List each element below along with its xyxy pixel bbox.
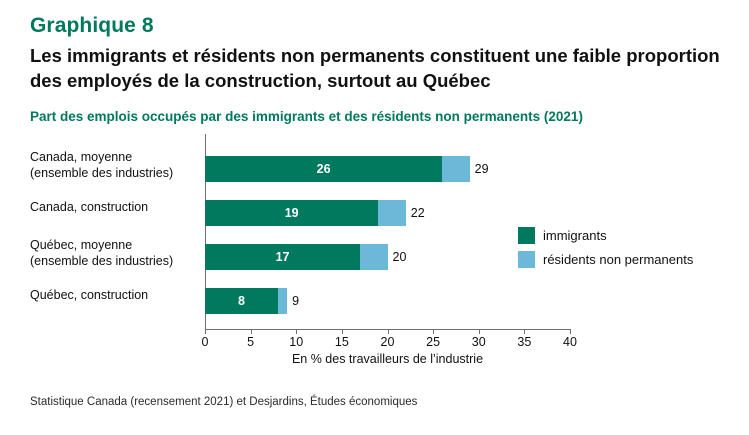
category-label-line: (ensemble des industries) — [30, 165, 174, 180]
x-axis-tick-label: 0 — [201, 335, 209, 350]
category-axis-labels — [30, 134, 202, 330]
category-label-line: Canada, moyenne — [30, 150, 133, 165]
x-axis-tick — [570, 329, 571, 334]
category-label-line: (ensemble des industries) — [30, 253, 174, 268]
x-axis-tick-label: 25 — [426, 335, 441, 350]
bar-total-value: 9 — [292, 294, 300, 309]
category-label-line: Québec, moyenne — [30, 238, 133, 253]
legend-item — [518, 251, 693, 268]
bar-total-value: 22 — [410, 206, 425, 221]
x-axis-tick-label: 10 — [289, 335, 304, 350]
legend-item — [518, 227, 693, 244]
bar-segment-residents-non-permanents — [442, 156, 469, 182]
legend-swatch — [518, 251, 535, 268]
bar-total-value: 20 — [392, 250, 407, 265]
figure-number: Graphique 8 — [30, 14, 154, 37]
x-axis-tick-label: 30 — [471, 335, 486, 350]
category-label — [30, 238, 202, 269]
x-axis-tick — [433, 329, 434, 334]
category-label-line: Canada, construction — [30, 200, 149, 215]
category-label — [30, 150, 202, 181]
x-axis-tick — [205, 329, 206, 334]
bar-total-value: 29 — [474, 162, 489, 177]
plot-wrapper — [30, 134, 730, 367]
bar-row — [205, 200, 570, 226]
stacked-bar-chart — [30, 134, 730, 367]
category-label — [30, 200, 202, 216]
category-label — [30, 288, 202, 304]
figure-title: Les immigrants et résidents non permanents constituent une faible proportion des employés de la construction, surtout au Québec — [30, 45, 720, 91]
source-note: Statistique Canada (recensement 2021) et Desjardins, Études économiques — [30, 396, 418, 408]
category-label-line: Québec, construction — [30, 288, 149, 303]
legend-swatch — [518, 227, 535, 244]
bar-segment-residents-non-permanents — [360, 244, 387, 270]
figure-subtitle: Part des emplois occupés par des immigrants et des résidents non permanents (2021) — [30, 109, 583, 125]
bar-row — [205, 156, 570, 182]
x-axis-tick-label: 5 — [247, 335, 255, 350]
x-axis-tick-label: 15 — [334, 335, 349, 350]
bar-segment-value: 8 — [238, 294, 245, 309]
x-axis-tick-label: 35 — [517, 335, 532, 350]
x-axis-tick — [342, 329, 343, 334]
bar-segment-value: 17 — [275, 250, 290, 265]
chart-legend — [518, 227, 693, 275]
x-axis-tick-label: 40 — [563, 335, 577, 350]
bar-segment-value: 19 — [284, 206, 299, 221]
bar-segment-residents-non-permanents — [278, 288, 287, 314]
x-axis-title: En % des travailleurs de l’industrie — [291, 352, 484, 367]
x-axis-tick-label: 20 — [380, 335, 395, 350]
x-axis-tick — [251, 329, 252, 334]
bar-segment-residents-non-permanents — [378, 200, 405, 226]
x-axis-tick — [479, 329, 480, 334]
legend-label: résidents non permanents — [543, 252, 694, 268]
legend-label: immigrants — [543, 228, 607, 244]
x-axis-tick — [524, 329, 525, 334]
x-axis-tick — [388, 329, 389, 334]
bar-row — [205, 288, 570, 314]
bar-row — [205, 244, 570, 270]
bar-segment-value: 26 — [316, 162, 331, 177]
x-axis-tick — [296, 329, 297, 334]
